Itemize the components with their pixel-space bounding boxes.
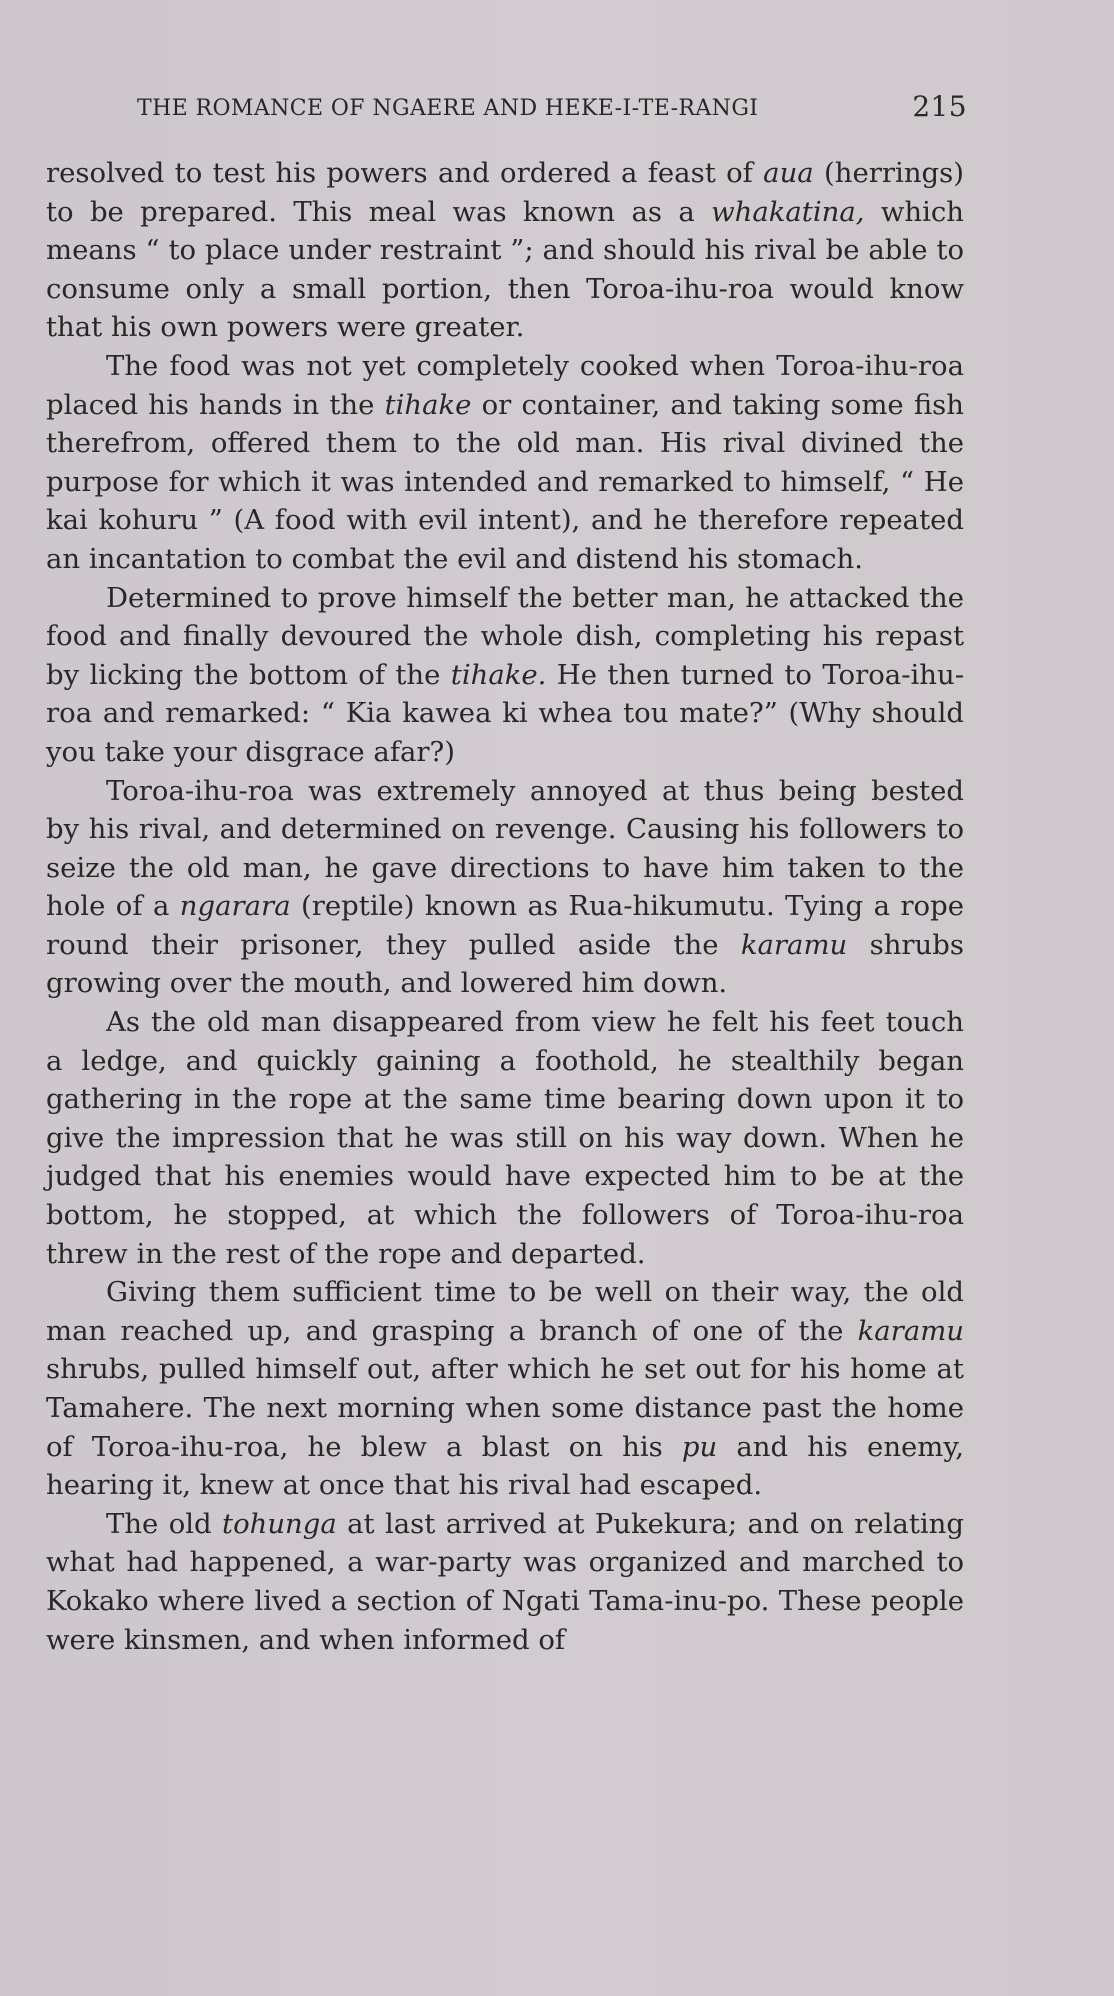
running-title: THE ROMANCE OF NGAERE AND HEKE-I-TE-RANGI <box>137 96 759 121</box>
italic-term: karamu <box>857 1314 964 1347</box>
text-run: at last arrived at Pukekura; and on relating what had happened, a war-party was organized and marched to Kokako where lived a section of Ngati Tama-inu-po. These people were kinsmen, and when informed of <box>46 1507 964 1656</box>
text-run: shrubs, pulled himself out, after which he set out for his home at Tamahere. The next morning when some distance past the home of Toroa-ihu-roa, he blew a blast on his <box>46 1353 964 1463</box>
paragraph <box>46 1003 964 1273</box>
text-run: Determined to prove himself the better man, he attacked the food and finally devoured the whole dish, completing his repast by licking the bottom of the <box>46 581 964 691</box>
text-run: He then turned to Toroa-ihu-roa and remarked: “ Kia kawea ki whea tou mate?” (Why should you take your disgrace afar?) <box>46 658 964 768</box>
italic-term: tihake <box>384 388 472 421</box>
running-header <box>137 90 967 124</box>
text-run: or container, and taking some fish therefrom, offered them to the old man. His rival divined the purpose for which it was intended and remarked to himself, “ He kai kohuru ” (A food with evil intent), and he therefore repeated an incantation to combat the evil and distend his stomach. <box>46 388 964 575</box>
paragraph <box>46 154 964 347</box>
text-run: and his enemy, hearing it, knew at once that his rival had escaped. <box>46 1430 965 1502</box>
italic-term: whakatina, <box>711 195 865 228</box>
body-text <box>46 154 964 1659</box>
text-run: which means “ to place under restraint ”; and should his rival be able to consume only a small portion, then Toroa-ihu-roa would know that his own powers were greater. <box>46 195 964 344</box>
paragraph <box>46 1505 964 1659</box>
text-run: The food was not yet completely cooked when Toroa-ihu-roa placed his hands in the <box>46 349 964 421</box>
text-run: (herrings) to be prepared. This meal was known as a <box>46 157 964 228</box>
italic-term: tohunga <box>222 1507 337 1540</box>
paragraph <box>46 1273 964 1505</box>
italic-term: aua <box>763 157 814 189</box>
text-run: shrubs growing over the mouth, and lowered him down. <box>46 928 964 1000</box>
text-run: Toroa-ihu-roa was extremely annoyed at thus being bested by his rival, and determined on revenge. Causing his followers to seize the old man, he gave directions to have him taken to the hole of a <box>46 774 964 923</box>
italic-term: karamu <box>740 928 848 961</box>
text-run: (reptile) known as Rua-hikumutu. Tying a rope round their prisoner, they pulled aside the <box>46 890 964 961</box>
italic-term: tihake. <box>450 658 547 691</box>
page-number: 215 <box>912 90 967 123</box>
italic-term: pu <box>681 1430 718 1463</box>
paragraph <box>46 347 964 579</box>
italic-term: ngarara <box>179 890 291 923</box>
text-run: Giving them sufficient time to be well on their way, the old man reached up, and grasping a branch of one of the <box>46 1276 964 1347</box>
paragraph <box>46 772 964 1004</box>
paragraph <box>46 579 964 772</box>
text-run: The old <box>106 1507 223 1540</box>
text-run: As the old man disappeared from view he felt his feet touch a ledge, and quickly gaining a foothold, he stealthily began gathering in the rope at the same time bearing down upon it to give the impression that he was still on his way down. When he judged that his enemies would have expected him to be at the bottom, he stopped, at which the followers of Toroa-ihu-roa threw in the rest of the rope and departed. <box>46 1006 964 1270</box>
text-run: resolved to test his powers and ordered a feast of <box>46 157 764 189</box>
